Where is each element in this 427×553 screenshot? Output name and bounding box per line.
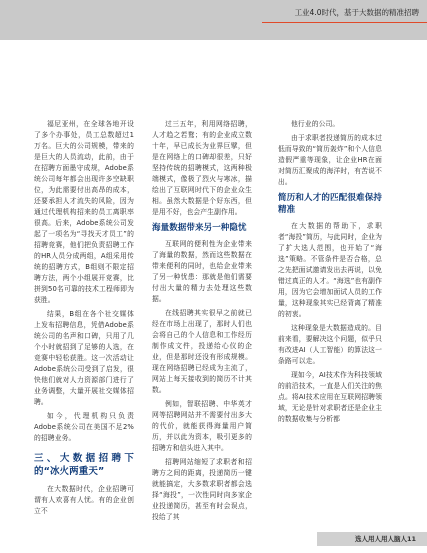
text-column-1 <box>34 119 134 520</box>
page-footer <box>0 532 427 553</box>
section-heading: 三、大数据招聘下的“冰火两重天” <box>34 453 134 477</box>
page-number: 11 <box>407 535 417 543</box>
paragraph: 福尼亚州，在全球各地开设了多个办事处，员工总数超过1万名。巨大的公司规模，带来的是巨大的人员流动，此前，由于在招聘方面墨守成规，Adobe系统公司每年都会出现许多空缺职位，为此需要付出高昂的成本，还要承担人才流失的风险，因为通过代理机构招来的员工离职率很高。后来，Adobe系统公司发起了一项名为“寻找天才员工”的招聘竞赛，他们把负责招聘工作的HR人员分成两组，A组采用传统的招聘方式，B组则不限定招聘方法，两个小组展开竞赛，比拼到50名可靠的技术工程师即为获胜。 <box>34 120 134 304</box>
paragraph: 他行业的公司。 <box>291 120 340 128</box>
paragraph: 结果，B组在各个社交媒体上发布招聘信息，凭借Adobe系统公司的名声和口碑，只用了几个小时就招到了足够的人选，在竞赛中轻松获胜。这一次活动让Adobe系统公司受到了启发，很快他们就对人力资源部门进行了业务调整，大量开展社交媒体招聘。 <box>34 310 134 406</box>
paragraph: 在大数据的帮助下，求职者“海投”简历，与此同时，企业为了扩大选人范围，也开始了“海选”策略。不管条件是否合格，总之先把面试邀请发出去再说，以免错过真正的人才。“海选”也有副作用，因为它会增加面试人员的工作量，这种现象其实已经背离了精准的初衷。 <box>278 222 382 318</box>
paragraph: 这种现象是大数据造成的。目前来看，要解决这个问题，似乎只有改进AI（人工智能）的算法这一条路可以走。 <box>278 324 382 365</box>
paragraph: 过三五年，利用网络招聘，人才趋之若鹜；有的企业成立数十年，早已成长为业界巨擘，但是在网络上的口碑却很差，只好坚持传统的招聘模式，这两种极端模式，像极了烈火与寒冰，描绘出了互联网时代下的企业众生相。虽然大数据是个好东西，但是用不好，也会产生副作用。 <box>152 120 252 216</box>
subsection-heading: 海量数据带来另一种隐忧 <box>152 223 247 233</box>
page-header <box>0 0 427 40</box>
paragraph: 由于求职者投递简历的成本过低而导致的“简历轰炸”和个人信息造假严重等现象，让企业HR在面对简历汇聚成的海洋时，有苦说不出。 <box>278 134 382 186</box>
publication-name: 选人用人用人脑人 <box>355 535 407 543</box>
paragraph: 例如，智联招聘、中华英才网等招聘网站并不需要付出多大的代价，就能获得海量用户简历，并以此为资本，吸引更多的招聘方和信头进入其中。 <box>152 400 252 452</box>
text-column-2 <box>152 119 252 526</box>
paragraph: 现如今，AI技术作为科技领域的前沿技术，一直是人们关注的焦点。将AI技术应用在互联网招聘领域，无论是针对求职者还是企业主的数据收集与分析都 <box>278 371 382 423</box>
paragraph: 招聘网站缩短了求职者和招聘方之间的距离，投递简历一键就能搞定，大多数求职者都会选择“海投”，一次性同时向多家企业投递简历，甚至有时会误点，投给了其 <box>152 458 252 521</box>
subsection-heading: 简历和人才的匹配很难保持精准 <box>278 193 382 215</box>
header-accent-line <box>262 22 427 23</box>
header-title: 工业4.0时代，基于大数据的精准招聘 <box>294 8 419 17</box>
paragraph: 在线招聘其实很早之前就已经在市场上出现了，那时人们也会将自己的个人信息和工作经历制作成文件，投递给心仪的企业，但是那时还没有形成规模。现在网络招聘已经成为主流了，网站上每天接收到的简历不计其数。 <box>152 309 252 394</box>
paragraph: 互联网的便利性为企业带来了海量的数据，然而这些数据在带来便利的同时，也给企业带来了另一种忧患：那就是他们需要付出大量的精力去处理这些数据。 <box>152 240 252 303</box>
text-column-3 <box>278 119 382 428</box>
paragraph: 在大数据时代，企业招聘可谓有人欢喜有人忧。有的企业创立不 <box>34 485 134 515</box>
paragraph: 如今，代理机构只负责Adobe系统公司在美国不足2%的招聘业务。 <box>34 412 134 442</box>
